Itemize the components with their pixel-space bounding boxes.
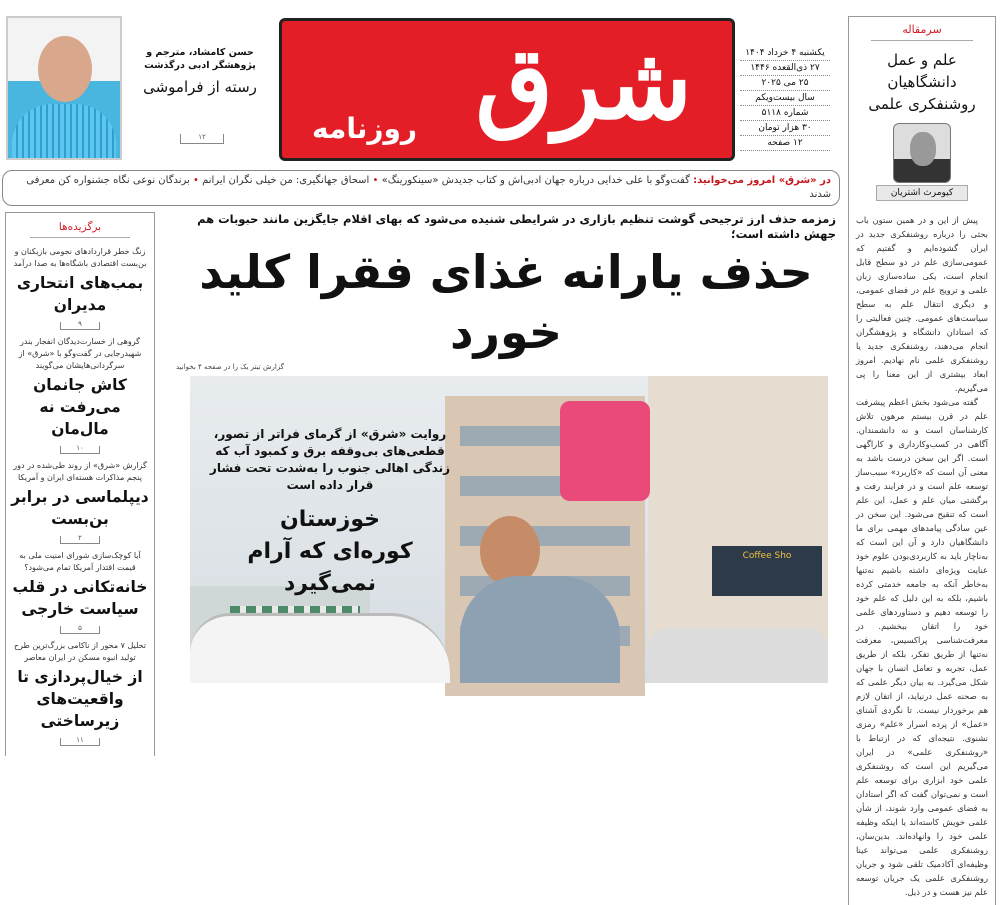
- issue-year: سال بیست‌ویکم: [740, 91, 830, 106]
- pick-title: دیپلماسی در برابر بن‌بست: [11, 488, 149, 528]
- editorial-paragraph: پیش از این و در همین ستون باب بحثی را درباره روشنفکری جدید در ایران گشوده‌ایم و گفتیم که عمومی‌سازی علم در دو سطح قابل انجام است، یکی ساده‌سازی زبان علمی و ترویج علم در فضای عمومی، و دیگری انتقال علم به سطح سیاست‌های عمومی. چنین فعالیتی را که استادان دانشگاه و پژوهشگران انجام می‌دهند، روشنفکری جدید یا روشنفکری علمی نام نهادیم. امروز ابعاد بیشتری از این معنا را پی می‌گیریم.: [856, 215, 988, 393]
- newspaper-logo: [279, 18, 735, 161]
- pick-item[interactable]: [10, 246, 150, 330]
- editorial-paragraph: گفته می‌شود بخش اعظم پیشرفت علم در قرن بیستم مرهون تلاش کارشناسان است و نه دانشمندان. آگاهی در کسب‌وکارداری و کاراگهی است. اگر این سخن درست باشد به معنی آن است که «کاربرد» سبب‌ساز توسعه علم است و در فرایند رفت و برگشتی میان علم و عمل، این علم است که تنقیح می‌شود. این سخن در عین سادگی پیامدهای مهمی برای ما دانشگاهیان دارد و آن این است که به‌ناچار باید به کاربردی‌بودن علوم خود عنایت ویژه‌ای داشته باشیم نه‌تنها به‌خاطر آنکه به جامعه خدمتی کرده باشیم، بلکه به این دلیل که علم خود را توسعه دهیم و دستاوردهای علمی خود را اتقان ببخشیم. در معرفت‌شناسی پراکسیس، معرفت نه‌تنها از طریق تفکر، بلکه از طریق عمل، تجربه و تعامل انسان با جهان شکل می‌گیرد. به بیان دیگر علمی که به صحنه عمل درنیاید، از اتقان لازم هم برخوردار نیست. تا نگردی آشنای «عمل» از پرده اسرار «علم» رمزی نشنوی. نتیجه‌ای که در ارتباط با «روشنفکری علمی» در ایران می‌گیریم این است که روشنفکری علمی خود ابزاری برای توسعه علم است و نمی‌توان گفت که اگر استادان به فضای عمومی وارد شوند، از شأن علمی خویش کاسته‌اند یا اینکه وظیفه علمی خود را وانهاده‌اند. بدین‌سان، روشنفکری علمی می‌تواند عینا وظیفه‌ای آکادمیک تلقی شود و جریان روشنفکری علمی یک جریان توسعه علم نیز هست و در ذیل.: [856, 397, 988, 897]
- pick-kicker: گزارش «شرق» از روند طی‌شده در دور پنجم مذاکرات هسته‌ای ایران و آمریکا: [13, 461, 147, 482]
- author-name: کیومرث اشتریان: [876, 185, 968, 201]
- car: [190, 613, 450, 683]
- date-solar: یکشنبه ۴ خرداد ۱۴۰۴: [740, 46, 830, 61]
- editorial-title[interactable]: علم و عمل دانشگاهیان روشنفکری علمی: [868, 51, 976, 113]
- photo-title-line: کوره‌ای که آرام نمی‌گیرد: [247, 539, 413, 596]
- editorial-label: سرمقاله: [871, 23, 973, 41]
- page-ref: ۱۲: [180, 134, 224, 144]
- lead-credit: گزارش تیتر یک را در صفحه ۴ بخوانید: [176, 363, 285, 371]
- editorial-column: [848, 16, 996, 905]
- photo-story[interactable]: [200, 426, 460, 600]
- lead-headline[interactable]: حذف یارانه غذای فقرا کلید خورد: [199, 245, 813, 359]
- pick-kicker: تحلیل ۷ محور از ناکامی بزرگ‌ترین طرح تولید انبوه مسکن در ایران معاصر: [13, 641, 147, 662]
- page-ref: ۱۱: [60, 738, 100, 746]
- photo-headline: [200, 504, 460, 600]
- bullet-icon: •: [372, 175, 379, 186]
- page-ref: ۱۰: [60, 446, 100, 454]
- ticker-item[interactable]: اسحاق جهانگیری: من خیلی نگران ایرانم: [202, 175, 370, 186]
- issue-number: شماره ۵۱۱۸: [740, 106, 830, 121]
- page-ref: ۲: [60, 536, 100, 544]
- issue-pages: ۱۲ صفحه: [740, 136, 830, 151]
- logo-text: شرق: [475, 24, 692, 142]
- pick-kicker: زنگ خطر قراردادهای نجومی بازیکنان و بن‌بست اقتصادی باشگاه‌ها به صدا درآمد: [13, 247, 147, 268]
- shop-sign: Coffee Sho: [712, 546, 822, 596]
- portrait-head: [38, 36, 92, 102]
- pick-item[interactable]: [10, 550, 150, 634]
- date-lunar: ۲۷ ذی‌القعده ۱۴۴۶: [740, 61, 830, 76]
- issue-price: ۳۰ هزار تومان: [740, 121, 830, 136]
- obituary-photo: [6, 16, 122, 160]
- ticker-bar: [2, 170, 840, 206]
- obituary-title: رسته از فراموشی: [143, 78, 257, 96]
- ticker-item[interactable]: برندگان نوعی نگاه جشنواره کن معرفی شدند: [26, 175, 831, 200]
- picks-column: [5, 212, 155, 756]
- ticker-lead: در «شرق» امروز می‌خوانید:: [693, 175, 831, 186]
- editorial-body: [856, 213, 988, 899]
- pick-kicker: آیا کوچک‌سازی شورای امنیت ملی به قیمت اقتدار آمریکا تمام می‌شود؟: [19, 551, 141, 572]
- car: [648, 628, 828, 683]
- lead-story: [176, 212, 836, 683]
- page-ref: ۵: [60, 626, 100, 634]
- pick-item[interactable]: [10, 336, 150, 454]
- lead-subhead: زمزمه حذف ارز ترجیحی گوشت تنظیم بازاری در شرایطی شنیده می‌شود که بهای اقلام جایگزین مانند حبوبات هم جهش داشته است؛: [197, 212, 836, 241]
- page-ref: ۹: [60, 322, 100, 330]
- pick-title: از خیال‌پردازی تا واقعیت‌های زیرساختی: [17, 668, 143, 730]
- lead-photo: [190, 376, 828, 683]
- photo-title-line: خوزستان: [280, 507, 380, 532]
- date-gregorian: ۲۵ می ۲۰۲۵: [740, 76, 830, 91]
- pick-title: بمب‌های انتحاری مدیران: [16, 274, 144, 314]
- issue-info: [740, 46, 830, 151]
- water-cooler: [560, 401, 650, 501]
- author-photo: [893, 123, 951, 183]
- pick-kicker: گروهی از خسارت‌دیدگان انفجار بندر شهیدرجایی در گفت‌وگو با «شرق» از سرگردانی‌هایشان می‌گویند: [18, 337, 142, 370]
- man-shirt: [460, 576, 620, 683]
- pick-title: کاش جانمان می‌رفت نه مال‌مان: [33, 376, 127, 438]
- obituary-teaser[interactable]: [130, 46, 270, 96]
- photo-kicker: روایت «شرق» از گرمای فراتر از تصور، قطعی‌های بی‌وقفه برق و کمبود آب که زندگی اهالی جنوب را به‌شدت تحت فشار قرار داده است: [209, 427, 451, 492]
- picks-label: برگزیده‌ها: [30, 221, 130, 238]
- logo-prefix: روزنامه: [312, 112, 417, 145]
- portrait-shirt: [12, 104, 116, 158]
- author-face: [910, 132, 936, 166]
- pick-title: خانه‌تکانی در قلب سیاست خارجی: [12, 578, 148, 618]
- bullet-icon: •: [192, 175, 199, 186]
- pick-item[interactable]: [10, 460, 150, 544]
- pick-item[interactable]: [10, 640, 150, 746]
- obituary-kicker: حسن کامشاد، مترجم و پژوهشگر ادبی درگذشت: [144, 47, 256, 71]
- ticker-item[interactable]: گفت‌وگو با علی خدایی درباره جهان ادبی‌اش و کتاب جدیدش «سینکورینگ»: [381, 175, 690, 186]
